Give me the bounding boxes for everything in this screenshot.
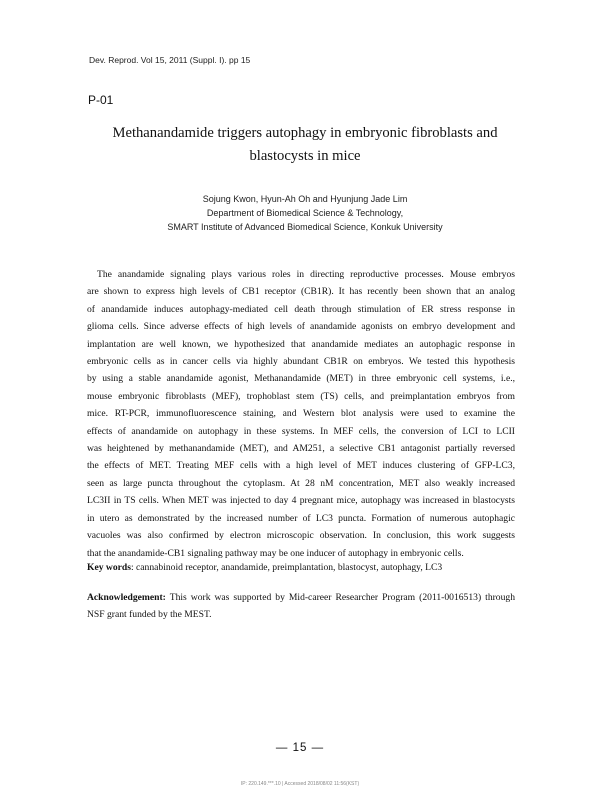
abstract-line: was heightened by methanandamide (MET), and AM251, a selective CB1 antagonist partially reversed: [87, 443, 515, 455]
keywords-text: : cannabinoid receptor, anandamide, preimplantation, blastocyst, autophagy, LC3: [130, 562, 443, 573]
paper-title: [90, 122, 520, 168]
abstract-line: the effects of MET. Treating MEF cells with a high level of MET induces clustering of GFP-LC3,: [87, 460, 515, 472]
acknowledgement-label: Acknowledgement:: [87, 592, 166, 603]
abstract-line: mice. RT-PCR, immunofluorescence staining, and Western blot analysis were used to examine the: [87, 408, 515, 420]
abstract-line: by using a stable anandamide agonist, Methanandamide (MET) in three embryonic cell systems, i.e.,: [87, 373, 515, 385]
author-names: Sojung Kwon, Hyun-Ah Oh and Hyunjung Jade Lim: [202, 194, 408, 204]
abstract-line: The anandamide signaling plays various roles in directing reproductive processes. Mouse embryos: [97, 269, 515, 280]
abstract-line: effects of anandamide on autophagy in these systems. In MEF cells, the conversion of LCI to LCII: [87, 425, 515, 437]
affiliation-line: SMART Institute of Advanced Biomedical Science, Konkuk University: [167, 222, 443, 232]
acknowledgement: [87, 589, 515, 624]
abstract-line: that the anandamide-CB1 signaling pathway may be one inducer of autophagy in embryonic cells.: [87, 547, 464, 559]
journal-header: Dev. Reprod. Vol 15, 2011 (Suppl. I). pp 15: [89, 55, 251, 65]
abstract-line: mouse embryonic fibroblasts (MEF), trophoblast stem (TS) cells, and preimplantation embryos from: [87, 390, 515, 402]
keywords-label: Key words: [87, 562, 131, 573]
abstract-line: vacuoles was also confirmed by electron microscopic observation. In conclusion, this work suggests: [87, 530, 515, 542]
abstract-line: in utero as demonstrated by the increased number of LC3 puncta. Formation of numerous autophagic: [87, 512, 515, 524]
page-number: — 15 —: [275, 742, 325, 754]
abstract: [87, 266, 515, 562]
abstract-line: of anandamide induces autophagy-mediated cell death through stimulation of ER stress response in: [87, 303, 515, 315]
affiliation-line: Department of Biomedical Science & Technology,: [206, 208, 404, 218]
abstract-line: implantation are well known, we hypothesized that anandamide mediates an autophagic response in: [87, 338, 515, 350]
acknowledgement-line: NSF grant funded by the MEST.: [87, 609, 212, 621]
keywords: [87, 562, 517, 573]
abstract-line: are shown to express high levels of CB1 receptor (CB1R). It has recently been shown that an analog: [87, 286, 515, 298]
abstract-line: seen as large puncta throughout the cytoplasm. At 28 nM concentration, MET also weakly increased: [87, 477, 515, 489]
acknowledgement-text: This work was supported by Mid-career Researcher Program (2011-0016513) through: [165, 592, 515, 603]
abstract-line: glioma cells. Since adverse effects of high levels of anandamide agonists on embryo development and: [87, 321, 515, 333]
abstract-line: LC3II in TS cells. When MET was injected to day 4 pregnant mice, autophagy was increased in blastocysts: [87, 495, 515, 507]
acknowledgement-line: [87, 589, 515, 606]
title-line: Methanandamide triggers autophagy in embryonic fibroblasts and: [112, 125, 498, 141]
access-footer: IP: 220.149.***.10 | Accessed 2018/08/02 11:56(KST): [240, 781, 360, 787]
author-block: [90, 192, 520, 234]
title-line: blastocysts in mice: [249, 148, 361, 164]
poster-id: P-01: [88, 93, 114, 107]
abstract-line: embryonic cells as in cancer cells via highly abundant CB1R on embryos. We tested this hypothesis: [87, 356, 515, 368]
